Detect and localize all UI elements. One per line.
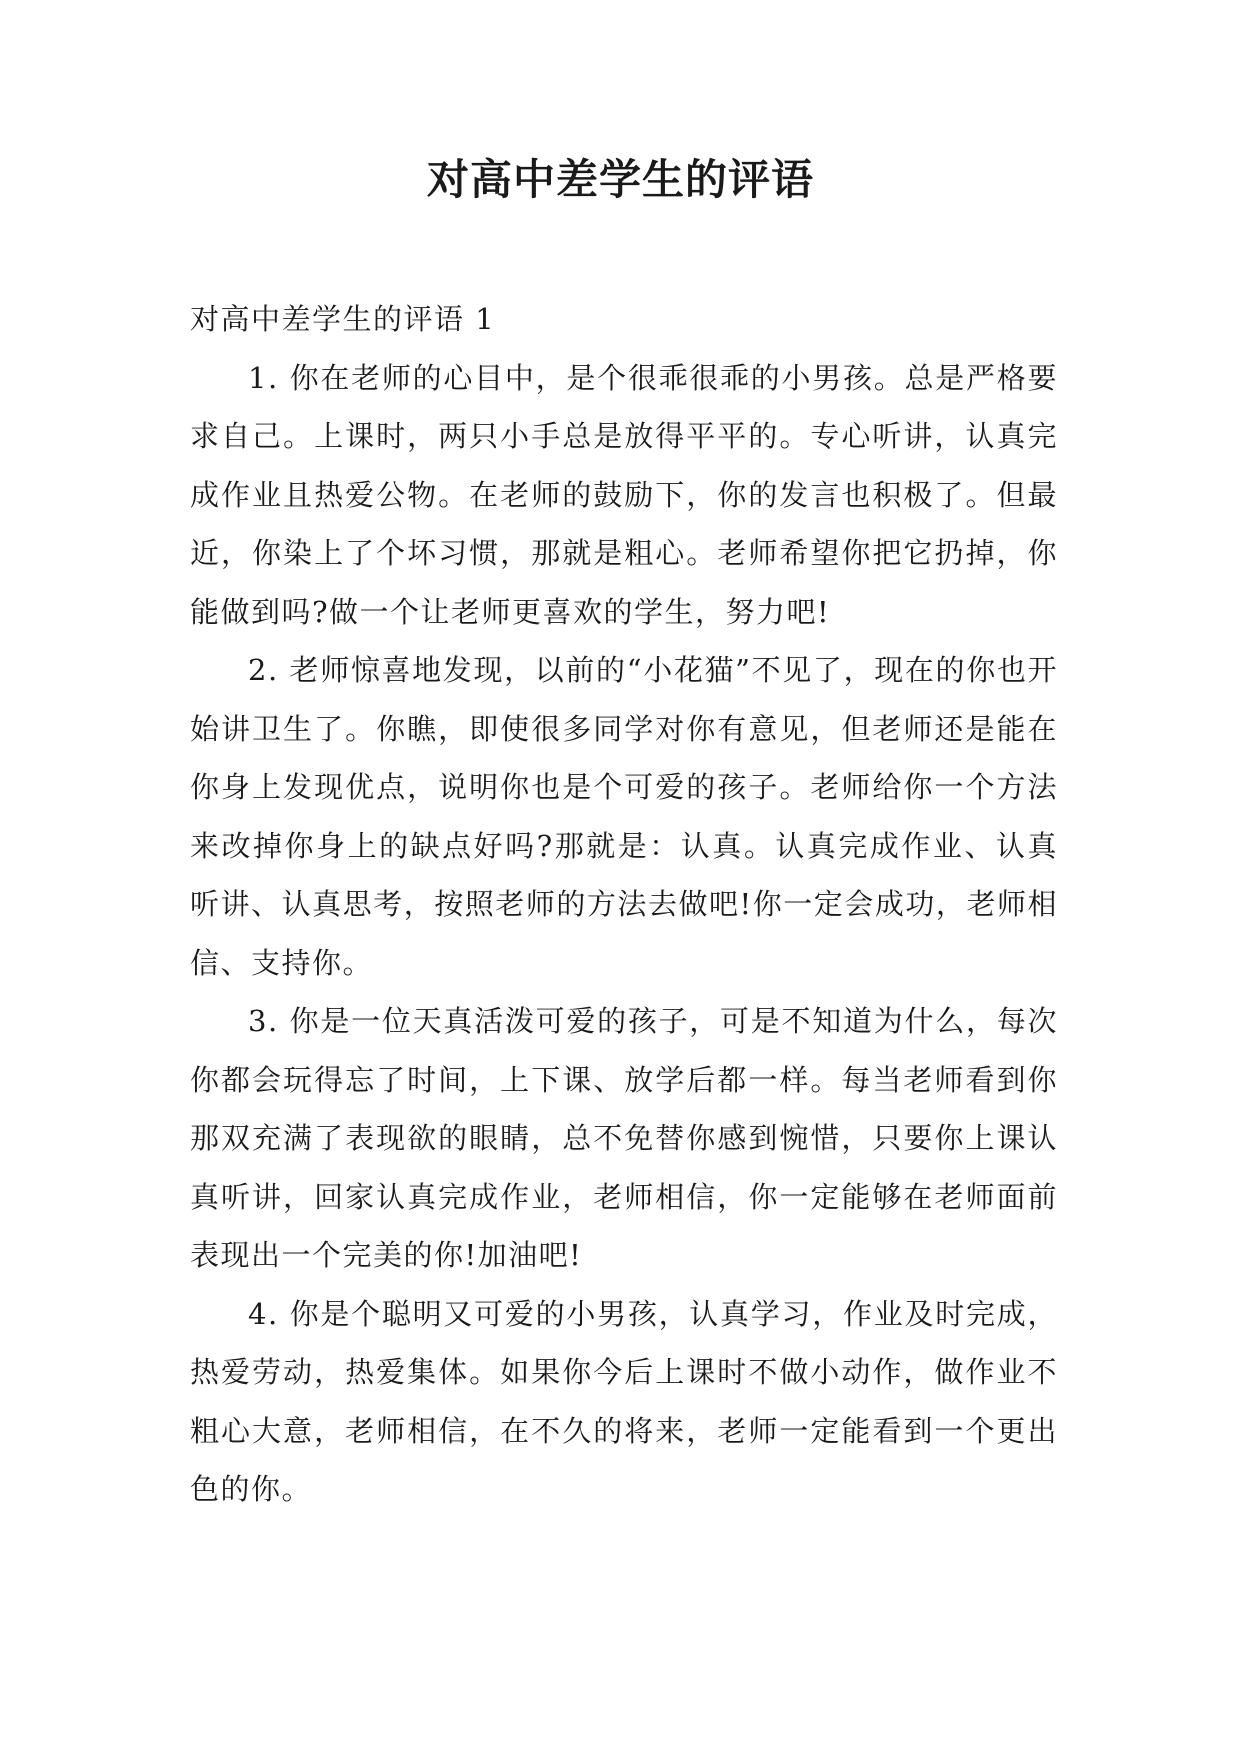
comment-paragraph-2: 2. 老师惊喜地发现，以前的“小花猫”不见了，现在的你也开始讲卫生了。你瞧，即使很多同学对你有意见，但老师还是能在你身上发现优点，说明你也是个可爱的孩子。老师给你一个方法来改掉你身上的缺点好吗?那就是：认真。认真完成作业、认真听讲、认真思考，按照老师的方法去做吧!你一定会成功，老师相信、支持你。: [190, 653, 1058, 980]
section-heading: 对高中差学生的评语 1: [190, 302, 496, 336]
comment-paragraph-3: 3. 你是一位天真活泼可爱的孩子，可是不知道为什么，每次你都会玩得忘了时间，上下课、放学后都一样。每当老师看到你那双充满了表现欲的眼睛，总不免替你感到惋惜，只要你上课认真听讲，回家认真完成作业，老师相信，你一定能够在老师面前表现出一个完美的你!加油吧!: [190, 1004, 1058, 1272]
comment-paragraph-4: 4. 你是个聪明又可爱的小男孩，认真学习，作业及时完成，热爱劳动，热爱集体。如果你今后上课时不做小动作，做作业不粗心大意，老师相信，在不久的将来，老师一定能看到一个更出色的你。: [190, 1296, 1058, 1506]
comment-paragraph-1: 1. 你在老师的心目中，是个很乖很乖的小男孩。总是严格要求自己。上课时，两只小手总是放得平平的。专心听讲，认真完成作业且热爱公物。在老师的鼓励下，你的发言也积极了。但最近，你染上了个坏习惯，那就是粗心。老师希望你把它扔掉，你能做到吗?做一个让老师更喜欢的学生，努力吧!: [190, 360, 1058, 629]
document-title: 对高中差学生的评语: [426, 155, 814, 204]
document-body: [190, 290, 1058, 1519]
